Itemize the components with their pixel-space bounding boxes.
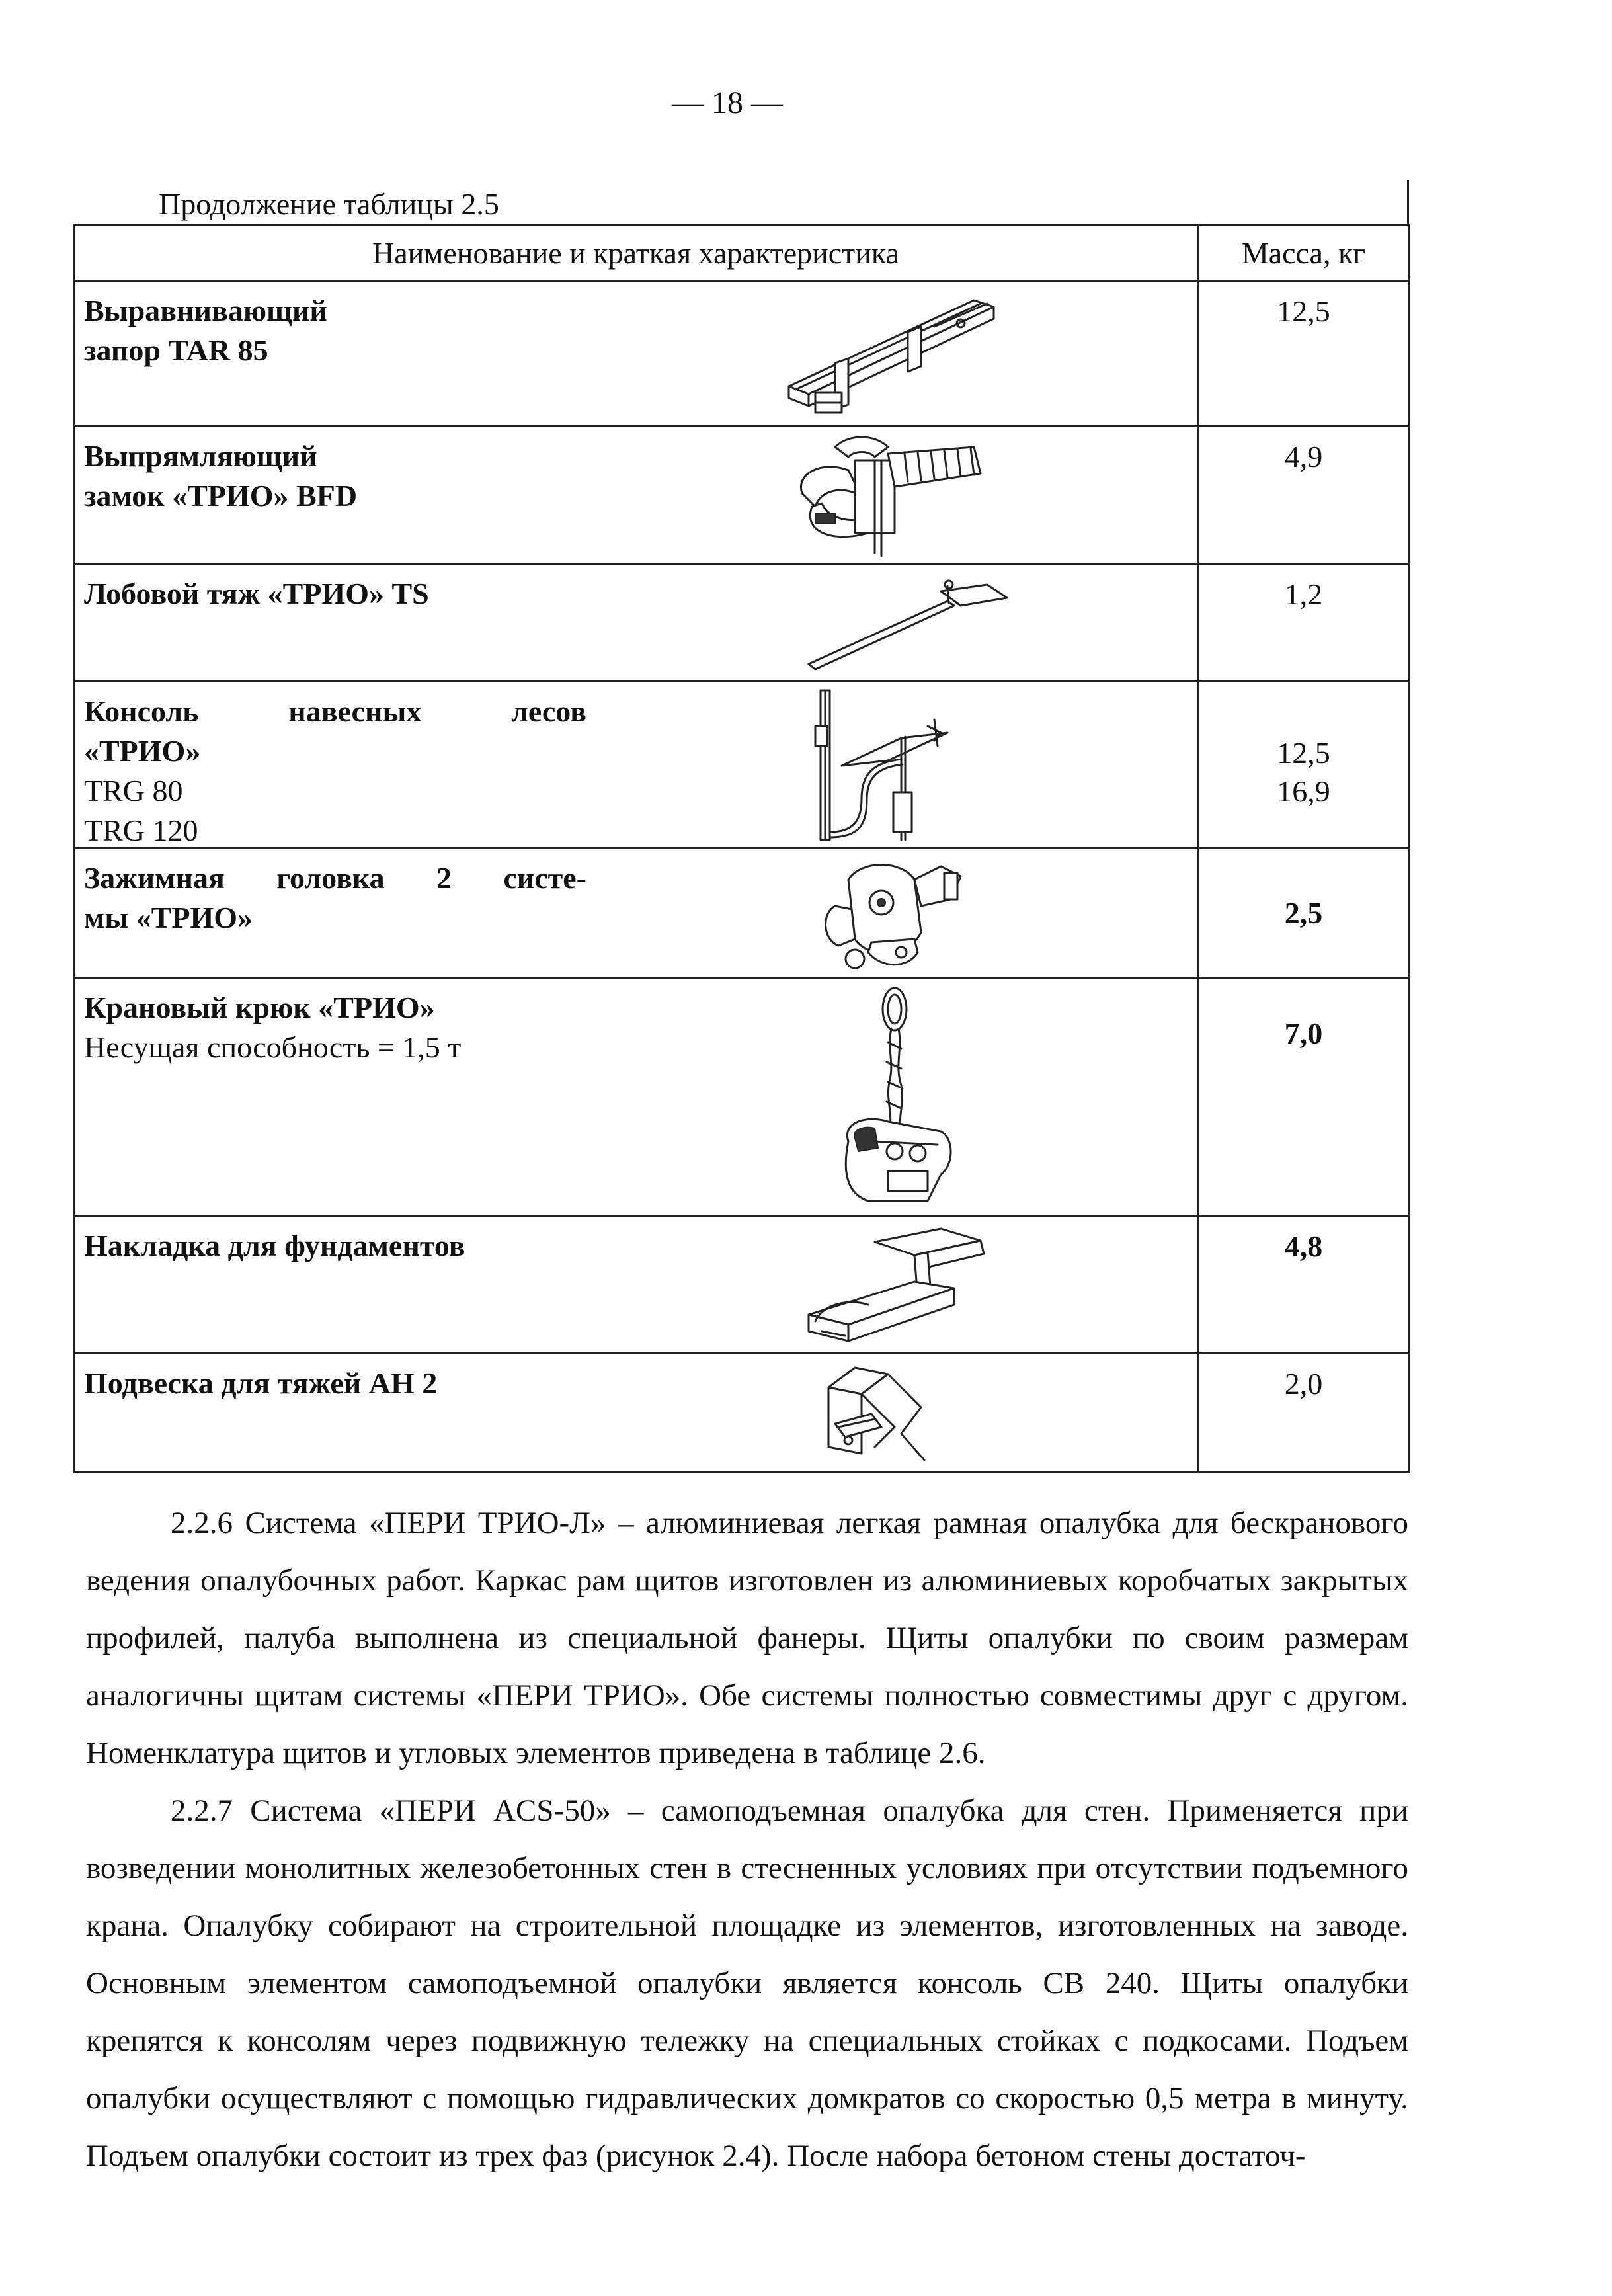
name-line: «ТРИО» (84, 734, 201, 768)
mass-cell (1198, 682, 1410, 848)
name-line: Подвеска для тяжей АН 2 (84, 1366, 438, 1400)
item-name (84, 988, 679, 1067)
mass-cell (1198, 1354, 1410, 1473)
crane-hook-illustration (795, 983, 994, 1214)
name-cell (74, 682, 1198, 848)
name-cell (74, 1216, 1198, 1354)
name-line: Лобовой тяж «ТРИО» TS (84, 577, 429, 610)
name-word: лесов (511, 694, 586, 728)
name-cell (74, 848, 1198, 978)
table-row (74, 1354, 1410, 1473)
body-text (86, 1495, 1408, 2185)
name-line: Накладка для фундаментов (84, 1229, 465, 1262)
mass-cell (1198, 978, 1410, 1216)
name-word: систе- (503, 861, 586, 895)
item-name (84, 858, 586, 938)
name-word: 2 (436, 861, 452, 895)
item-name (84, 436, 586, 516)
name-word: Зажимная (84, 861, 225, 895)
table-row (74, 848, 1410, 978)
header-mass: Масса, кг (1198, 225, 1410, 281)
caption-rule (1407, 180, 1409, 224)
name-word: головка (276, 861, 385, 895)
item-name (84, 1226, 679, 1266)
scaffold-bracket-illustration (802, 686, 1000, 848)
name-line: Крановый крюк «ТРИО» (84, 991, 435, 1024)
table-row (74, 1216, 1410, 1354)
paragraph: 2.2.6 Система «ПЕРИ ТРИО-Л» – алюминиевая легкая рамная опалубка для бескранового ведения опалубочных работ. Каркас рам щитов изготовлен из алюминиевых коробчатых закрытых профилей, палуба выполнена из специальной фанеры. Щиты опалубки по своим размерам аналогичны щитам системы «ПЕРИ ТРИО». Обе системы полностью совместимы друг с другом. Номенклатура щитов и угловых элементов приведена в таблице 2.6. (86, 1506, 1408, 1770)
table-header-row (74, 225, 1410, 281)
name-cell (74, 1354, 1198, 1473)
name-line: мы «ТРИО» (84, 901, 253, 934)
item-name (84, 574, 586, 614)
leveling-lock-illustration (776, 287, 1027, 419)
name-word: навесных (288, 694, 422, 728)
table-row (74, 427, 1410, 564)
name-cell (74, 978, 1198, 1216)
name-cell (74, 281, 1198, 427)
capacity-line: Несущая способность = 1,5 т (84, 1030, 462, 1064)
mass-cell (1198, 1216, 1410, 1354)
name-line-justified (84, 692, 586, 731)
mass-cell (1198, 848, 1410, 978)
mass-value-list (1199, 682, 1408, 811)
clamp-head-illustration (809, 853, 994, 975)
item-name (84, 692, 586, 850)
item-name (84, 1364, 679, 1403)
mass-cell (1198, 564, 1410, 682)
paragraph: 2.2.7 Система «ПЕРИ ACS-50» – самоподъемная опалубка для стен. Применяется при возведении монолитных железобетонных стен в стесненных условиях при отсутствии подъемного крана. Опалубку собирают на строительной площадке из элементов, изготовленных на заводе. Основным элементом самоподъемной опалубки является консоль CB 240. Щиты опалубки крепятся к консолям через подвижную тележку на специальных стойках с подкосами. Подъем опалубки осуществляют с помощью гидравлических домкратов со скоростью 0,5 метра в минуту. Подъем опалубки состоит из трех фаз (рисунок 2.4). После набора бетоном стены достаточ- (86, 1793, 1408, 2173)
tie-hanger-illustration (809, 1361, 981, 1468)
frontal-tie-illustration (795, 571, 1020, 677)
name-line-justified (84, 858, 586, 898)
model-line: TRG 120 (84, 813, 198, 847)
page-number: — 18 — (672, 85, 783, 120)
model-line: TRG 80 (84, 774, 183, 807)
header-name: Наименование и краткая характеристика (74, 225, 1198, 281)
table-caption: Продолжение таблицы 2.5 (159, 187, 499, 221)
name-word: Консоль (84, 694, 199, 728)
mass-value: 7,0 (1284, 1016, 1323, 1050)
name-line: запор TAR 85 (84, 333, 268, 367)
mass-value: 2,5 (1284, 896, 1323, 930)
name-cell (74, 427, 1198, 564)
foundation-plate-illustration (795, 1222, 1020, 1348)
mass-cell (1198, 281, 1410, 427)
specification-table (73, 224, 1410, 1473)
name-line: замок «ТРИО» BFD (84, 479, 358, 512)
mass-cell (1198, 427, 1410, 564)
table-row (74, 682, 1410, 848)
name-line: Выпрямляющий (84, 439, 317, 473)
straightening-lock-illustration (776, 434, 1014, 559)
mass-value: 4,9 (1284, 440, 1323, 473)
mass-value: 4,8 (1284, 1229, 1323, 1263)
table-row (74, 564, 1410, 682)
mass-value: 1,2 (1284, 577, 1323, 611)
name-line: Выравнивающий (84, 294, 327, 327)
mass-value: 2,0 (1284, 1367, 1323, 1401)
mass-value: 12,5 (1277, 736, 1330, 770)
item-name (84, 291, 586, 370)
mass-value: 16,9 (1277, 774, 1330, 808)
table-row (74, 978, 1410, 1216)
mass-value: 12,5 (1277, 294, 1330, 328)
name-cell (74, 564, 1198, 682)
table-row (74, 281, 1410, 427)
